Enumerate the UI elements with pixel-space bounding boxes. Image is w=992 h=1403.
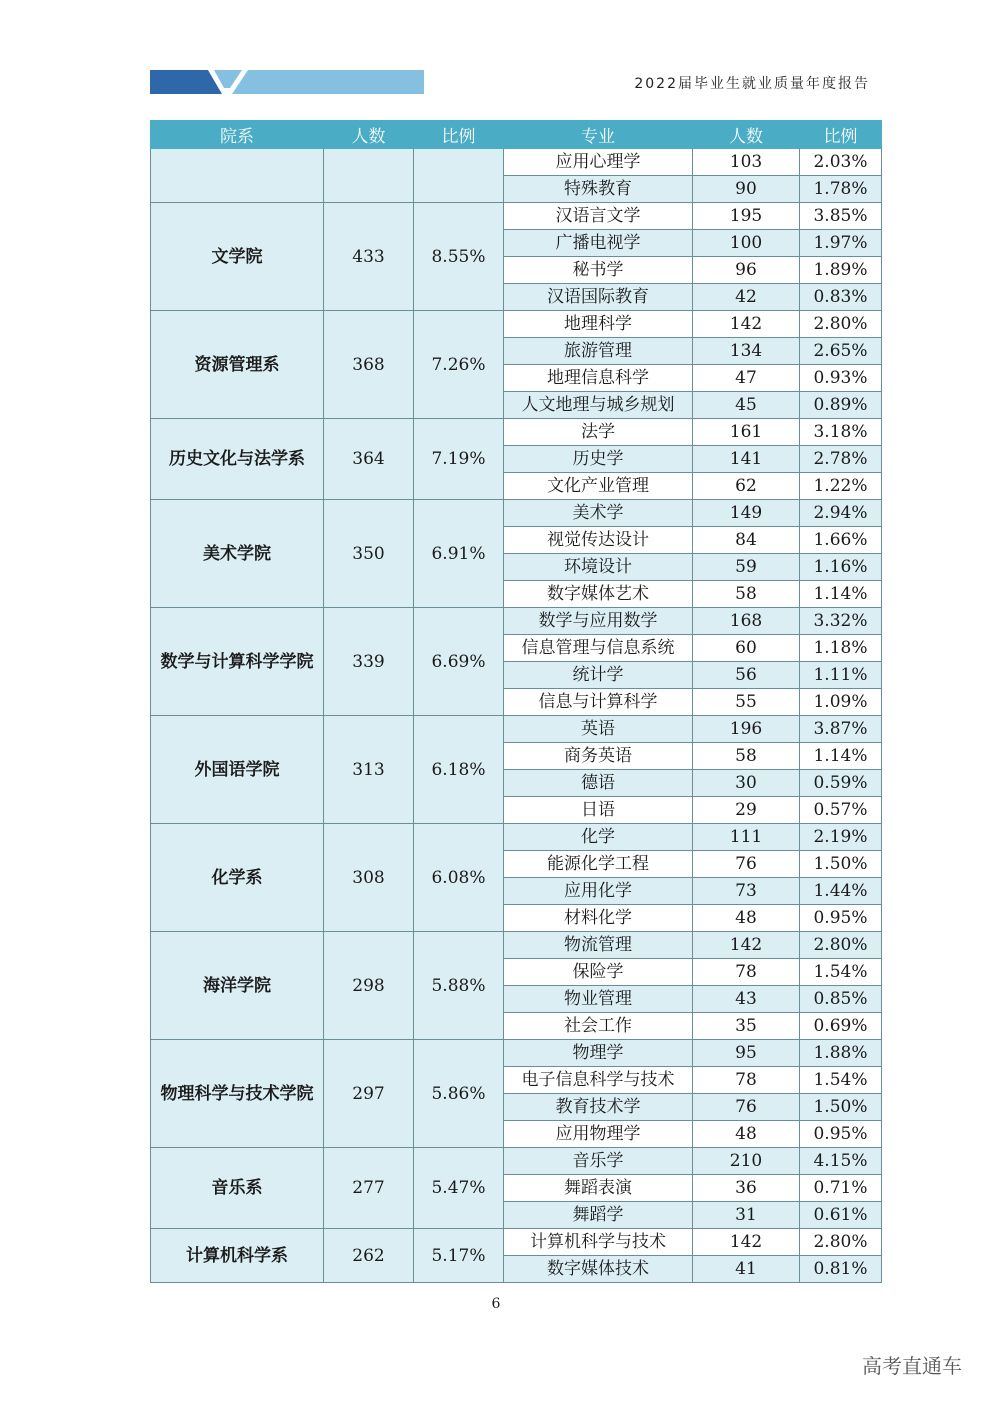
brand-bar-light bbox=[232, 70, 424, 94]
major-count-cell: 30 bbox=[693, 770, 800, 797]
major-ratio-cell: 2.94% bbox=[800, 500, 882, 527]
major-count-cell: 29 bbox=[693, 797, 800, 824]
major-ratio-cell: 2.03% bbox=[800, 149, 882, 176]
major-ratio-cell: 3.87% bbox=[800, 716, 882, 743]
table-header-row bbox=[151, 121, 882, 149]
major-count-cell: 90 bbox=[693, 176, 800, 203]
major-count-cell: 36 bbox=[693, 1175, 800, 1202]
dept-ratio-cell: 5.86% bbox=[414, 1040, 504, 1148]
major-ratio-cell: 0.85% bbox=[800, 986, 882, 1013]
major-name-cell: 物理学 bbox=[504, 1040, 693, 1067]
major-ratio-cell: 1.22% bbox=[800, 473, 882, 500]
major-name-cell: 电子信息科学与技术 bbox=[504, 1067, 693, 1094]
dept-name-cell: 文学院 bbox=[151, 203, 324, 311]
major-count-cell: 59 bbox=[693, 554, 800, 581]
table-row bbox=[151, 311, 882, 338]
report-title: 2022届毕业生就业质量年度报告 bbox=[634, 76, 870, 92]
major-count-cell: 78 bbox=[693, 1067, 800, 1094]
dept-count-cell: 433 bbox=[324, 203, 414, 311]
table-body bbox=[151, 149, 882, 1283]
dept-count-cell bbox=[324, 149, 414, 203]
major-ratio-cell: 0.95% bbox=[800, 905, 882, 932]
major-name-cell: 环境设计 bbox=[504, 554, 693, 581]
major-name-cell: 应用物理学 bbox=[504, 1121, 693, 1148]
employment-table bbox=[150, 120, 882, 1283]
major-name-cell: 视觉传达设计 bbox=[504, 527, 693, 554]
major-name-cell: 法学 bbox=[504, 419, 693, 446]
major-count-cell: 31 bbox=[693, 1202, 800, 1229]
major-ratio-cell: 1.89% bbox=[800, 257, 882, 284]
major-ratio-cell: 3.32% bbox=[800, 608, 882, 635]
major-name-cell: 汉语言文学 bbox=[504, 203, 693, 230]
watermark-text: 高考直通车 bbox=[862, 1354, 962, 1378]
major-name-cell: 应用化学 bbox=[504, 878, 693, 905]
major-name-cell: 数字媒体艺术 bbox=[504, 581, 693, 608]
major-count-cell: 47 bbox=[693, 365, 800, 392]
major-name-cell: 材料化学 bbox=[504, 905, 693, 932]
major-ratio-cell: 1.18% bbox=[800, 635, 882, 662]
dept-name-cell: 历史文化与法学系 bbox=[151, 419, 324, 500]
major-name-cell: 保险学 bbox=[504, 959, 693, 986]
dept-ratio-cell: 5.88% bbox=[414, 932, 504, 1040]
major-count-cell: 73 bbox=[693, 878, 800, 905]
major-ratio-cell: 1.44% bbox=[800, 878, 882, 905]
table-row bbox=[151, 608, 882, 635]
major-name-cell: 物流管理 bbox=[504, 932, 693, 959]
col-header-dept-count: 人数 bbox=[324, 121, 414, 149]
table-row bbox=[151, 419, 882, 446]
brand-notch-icon bbox=[208, 70, 248, 94]
page-number: 6 bbox=[491, 1296, 501, 1312]
table-row bbox=[151, 932, 882, 959]
major-count-cell: 210 bbox=[693, 1148, 800, 1175]
major-name-cell: 汉语国际教育 bbox=[504, 284, 693, 311]
major-count-cell: 48 bbox=[693, 1121, 800, 1148]
dept-name-cell bbox=[151, 149, 324, 203]
major-ratio-cell: 0.89% bbox=[800, 392, 882, 419]
major-ratio-cell: 1.88% bbox=[800, 1040, 882, 1067]
major-ratio-cell: 2.65% bbox=[800, 338, 882, 365]
major-name-cell: 信息与计算科学 bbox=[504, 689, 693, 716]
dept-count-cell: 308 bbox=[324, 824, 414, 932]
table-row bbox=[151, 824, 882, 851]
major-ratio-cell: 0.83% bbox=[800, 284, 882, 311]
major-count-cell: 142 bbox=[693, 932, 800, 959]
table-row bbox=[151, 1229, 882, 1256]
dept-count-cell: 298 bbox=[324, 932, 414, 1040]
major-ratio-cell: 1.16% bbox=[800, 554, 882, 581]
col-header-major: 专业 bbox=[504, 121, 693, 149]
dept-ratio-cell: 8.55% bbox=[414, 203, 504, 311]
major-count-cell: 161 bbox=[693, 419, 800, 446]
dept-count-cell: 364 bbox=[324, 419, 414, 500]
major-name-cell: 信息管理与信息系统 bbox=[504, 635, 693, 662]
header-brand-bar bbox=[150, 70, 424, 94]
major-name-cell: 计算机科学与技术 bbox=[504, 1229, 693, 1256]
major-ratio-cell: 0.81% bbox=[800, 1256, 882, 1283]
major-name-cell: 地理科学 bbox=[504, 311, 693, 338]
major-count-cell: 134 bbox=[693, 338, 800, 365]
major-count-cell: 78 bbox=[693, 959, 800, 986]
major-name-cell: 人文地理与城乡规划 bbox=[504, 392, 693, 419]
major-name-cell: 数字媒体技术 bbox=[504, 1256, 693, 1283]
major-ratio-cell: 0.93% bbox=[800, 365, 882, 392]
major-name-cell: 社会工作 bbox=[504, 1013, 693, 1040]
major-count-cell: 48 bbox=[693, 905, 800, 932]
major-count-cell: 56 bbox=[693, 662, 800, 689]
major-ratio-cell: 2.80% bbox=[800, 311, 882, 338]
major-name-cell: 日语 bbox=[504, 797, 693, 824]
col-header-department: 院系 bbox=[151, 121, 324, 149]
dept-ratio-cell: 7.19% bbox=[414, 419, 504, 500]
table-row bbox=[151, 716, 882, 743]
major-ratio-cell: 1.78% bbox=[800, 176, 882, 203]
dept-count-cell: 262 bbox=[324, 1229, 414, 1283]
major-count-cell: 58 bbox=[693, 743, 800, 770]
major-name-cell: 物业管理 bbox=[504, 986, 693, 1013]
major-name-cell: 教育技术学 bbox=[504, 1094, 693, 1121]
major-name-cell: 特殊教育 bbox=[504, 176, 693, 203]
dept-name-cell: 数学与计算科学学院 bbox=[151, 608, 324, 716]
major-ratio-cell: 1.11% bbox=[800, 662, 882, 689]
col-header-major-ratio: 比例 bbox=[800, 121, 882, 149]
major-ratio-cell: 1.14% bbox=[800, 581, 882, 608]
major-ratio-cell: 1.09% bbox=[800, 689, 882, 716]
dept-ratio-cell: 6.69% bbox=[414, 608, 504, 716]
table-row bbox=[151, 149, 882, 176]
col-header-dept-ratio: 比例 bbox=[414, 121, 504, 149]
dept-count-cell: 368 bbox=[324, 311, 414, 419]
major-ratio-cell: 0.71% bbox=[800, 1175, 882, 1202]
dept-ratio-cell bbox=[414, 149, 504, 203]
major-count-cell: 149 bbox=[693, 500, 800, 527]
major-name-cell: 美术学 bbox=[504, 500, 693, 527]
dept-count-cell: 350 bbox=[324, 500, 414, 608]
dept-name-cell: 海洋学院 bbox=[151, 932, 324, 1040]
major-count-cell: 195 bbox=[693, 203, 800, 230]
major-ratio-cell: 1.66% bbox=[800, 527, 882, 554]
major-count-cell: 84 bbox=[693, 527, 800, 554]
dept-count-cell: 297 bbox=[324, 1040, 414, 1148]
major-count-cell: 142 bbox=[693, 311, 800, 338]
table-row bbox=[151, 203, 882, 230]
major-name-cell: 德语 bbox=[504, 770, 693, 797]
major-count-cell: 95 bbox=[693, 1040, 800, 1067]
major-name-cell: 地理信息科学 bbox=[504, 365, 693, 392]
dept-ratio-cell: 5.17% bbox=[414, 1229, 504, 1283]
dept-name-cell: 计算机科学系 bbox=[151, 1229, 324, 1283]
dept-count-cell: 339 bbox=[324, 608, 414, 716]
major-ratio-cell: 0.57% bbox=[800, 797, 882, 824]
major-ratio-cell: 1.54% bbox=[800, 959, 882, 986]
major-name-cell: 商务英语 bbox=[504, 743, 693, 770]
major-ratio-cell: 0.95% bbox=[800, 1121, 882, 1148]
major-name-cell: 音乐学 bbox=[504, 1148, 693, 1175]
major-ratio-cell: 1.14% bbox=[800, 743, 882, 770]
dept-count-cell: 277 bbox=[324, 1148, 414, 1229]
major-name-cell: 英语 bbox=[504, 716, 693, 743]
major-ratio-cell: 2.78% bbox=[800, 446, 882, 473]
major-count-cell: 111 bbox=[693, 824, 800, 851]
major-count-cell: 196 bbox=[693, 716, 800, 743]
major-ratio-cell: 2.80% bbox=[800, 1229, 882, 1256]
major-name-cell: 文化产业管理 bbox=[504, 473, 693, 500]
major-name-cell: 应用心理学 bbox=[504, 149, 693, 176]
major-count-cell: 55 bbox=[693, 689, 800, 716]
major-count-cell: 42 bbox=[693, 284, 800, 311]
dept-name-cell: 物理科学与技术学院 bbox=[151, 1040, 324, 1148]
major-ratio-cell: 2.80% bbox=[800, 932, 882, 959]
dept-name-cell: 化学系 bbox=[151, 824, 324, 932]
major-count-cell: 96 bbox=[693, 257, 800, 284]
major-count-cell: 142 bbox=[693, 1229, 800, 1256]
dept-name-cell: 音乐系 bbox=[151, 1148, 324, 1229]
major-name-cell: 旅游管理 bbox=[504, 338, 693, 365]
major-name-cell: 数学与应用数学 bbox=[504, 608, 693, 635]
major-ratio-cell: 3.18% bbox=[800, 419, 882, 446]
major-count-cell: 76 bbox=[693, 851, 800, 878]
major-ratio-cell: 0.59% bbox=[800, 770, 882, 797]
major-name-cell: 统计学 bbox=[504, 662, 693, 689]
major-count-cell: 35 bbox=[693, 1013, 800, 1040]
major-ratio-cell: 2.19% bbox=[800, 824, 882, 851]
major-count-cell: 45 bbox=[693, 392, 800, 419]
major-count-cell: 100 bbox=[693, 230, 800, 257]
major-count-cell: 41 bbox=[693, 1256, 800, 1283]
major-count-cell: 43 bbox=[693, 986, 800, 1013]
major-ratio-cell: 0.61% bbox=[800, 1202, 882, 1229]
major-name-cell: 广播电视学 bbox=[504, 230, 693, 257]
major-count-cell: 141 bbox=[693, 446, 800, 473]
dept-ratio-cell: 6.08% bbox=[414, 824, 504, 932]
major-ratio-cell: 1.54% bbox=[800, 1067, 882, 1094]
dept-ratio-cell: 7.26% bbox=[414, 311, 504, 419]
major-ratio-cell: 1.97% bbox=[800, 230, 882, 257]
major-ratio-cell: 4.15% bbox=[800, 1148, 882, 1175]
major-name-cell: 舞蹈学 bbox=[504, 1202, 693, 1229]
dept-ratio-cell: 5.47% bbox=[414, 1148, 504, 1229]
major-count-cell: 168 bbox=[693, 608, 800, 635]
major-name-cell: 历史学 bbox=[504, 446, 693, 473]
col-header-major-count: 人数 bbox=[693, 121, 800, 149]
major-name-cell: 能源化学工程 bbox=[504, 851, 693, 878]
table-row bbox=[151, 500, 882, 527]
dept-name-cell: 外国语学院 bbox=[151, 716, 324, 824]
major-ratio-cell: 0.69% bbox=[800, 1013, 882, 1040]
major-count-cell: 62 bbox=[693, 473, 800, 500]
dept-ratio-cell: 6.18% bbox=[414, 716, 504, 824]
dept-count-cell: 313 bbox=[324, 716, 414, 824]
major-name-cell: 秘书学 bbox=[504, 257, 693, 284]
dept-name-cell: 资源管理系 bbox=[151, 311, 324, 419]
major-ratio-cell: 3.85% bbox=[800, 203, 882, 230]
major-ratio-cell: 1.50% bbox=[800, 851, 882, 878]
dept-ratio-cell: 6.91% bbox=[414, 500, 504, 608]
major-count-cell: 76 bbox=[693, 1094, 800, 1121]
table-row bbox=[151, 1148, 882, 1175]
major-ratio-cell: 1.50% bbox=[800, 1094, 882, 1121]
major-name-cell: 化学 bbox=[504, 824, 693, 851]
table-row bbox=[151, 1040, 882, 1067]
major-count-cell: 103 bbox=[693, 149, 800, 176]
major-count-cell: 60 bbox=[693, 635, 800, 662]
major-count-cell: 58 bbox=[693, 581, 800, 608]
dept-name-cell: 美术学院 bbox=[151, 500, 324, 608]
major-name-cell: 舞蹈表演 bbox=[504, 1175, 693, 1202]
